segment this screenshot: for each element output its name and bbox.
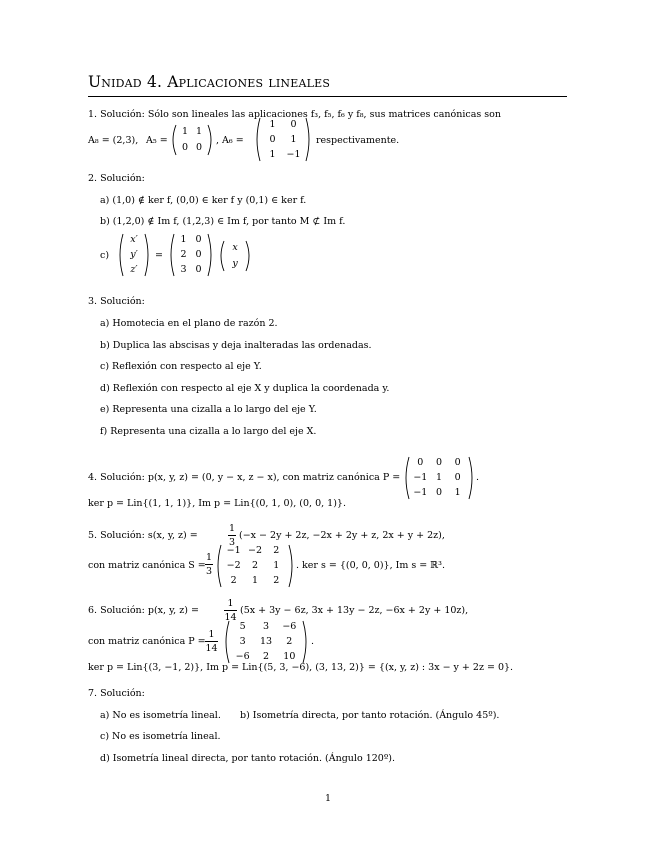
ex2-c-right-vector (218, 240, 252, 272)
left-paren (221, 241, 224, 271)
matrix-cell: 2 (273, 545, 280, 557)
matrix-cell: 0 (195, 249, 202, 260)
ex5-line2: con matriz canónica S = (88, 560, 206, 571)
matrix-cell: 0 (195, 234, 202, 246)
fraction-numerator: 1 (227, 598, 234, 609)
ex2-c-matrix (168, 233, 214, 277)
ex2-c-equals: = (155, 250, 163, 261)
page-title: Unidad 4. Aplicaciones lineales (88, 73, 331, 91)
matrix-cell: 0 (454, 457, 461, 469)
ex7-item-c: c) No es isometría lineal. (100, 731, 221, 742)
matrix-cell: 2 (286, 636, 293, 647)
ex1-a5-label: A₅ = (146, 135, 168, 146)
ex3-item: e) Representa una cizalla a lo largo del eje Y. (100, 404, 317, 415)
ex3-item: f) Representa una cizalla a lo largo del eje X. (100, 426, 317, 437)
ex1-a5-matrix (170, 124, 214, 156)
matrix-cell: y (232, 258, 238, 269)
ex6-tail: . (311, 636, 315, 647)
matrix-cell: 0 (290, 118, 297, 130)
matrix-cell: 5 (239, 621, 246, 633)
ex5-fraction-2 (205, 553, 213, 577)
title-rule (88, 96, 567, 97)
ex2-item-a: a) (1,0) ∉ ker f, (0,0) ∈ ker f y (0,1) ∈ ker f. (100, 195, 307, 206)
matrix-cell: 3 (239, 636, 246, 647)
matrix-cell: 2 (262, 650, 270, 662)
matrix-cell: x′ (130, 234, 138, 246)
ex6-post: (5x + 3y − 6z, 3x + 13y − 2z, −6x + 2y + 10z), (240, 605, 469, 616)
ex5-post: (−x − 2y + 2z, −2x + 2y + z, 2x + y + 2z), (239, 530, 445, 541)
ex4-line1: 4. Solución: p(x, y, z) = (0, y − x, z − x), con matriz canónica P = (88, 472, 401, 483)
matrix-cell: 0 (435, 486, 443, 498)
matrix-cell: 1 (273, 560, 280, 571)
right-paren (246, 241, 249, 271)
ex2-c-left-vector (117, 233, 151, 277)
matrix-cell: 0 (181, 142, 189, 153)
ex3-item: a) Homotecia en el plano de razón 2. (100, 318, 278, 329)
ex2-heading: 2. Solución: (88, 173, 145, 184)
ex1-tail: respectivamente. (316, 135, 400, 146)
left-paren (120, 234, 123, 276)
ex3-item: d) Reflexión con respecto al eje X y duplica la coordenada y. (100, 383, 390, 394)
matrix-cell: −1 (286, 148, 301, 160)
right-paren (145, 234, 148, 276)
matrix-cell: 1 (180, 234, 187, 246)
matrix-cell: z′ (130, 263, 138, 275)
matrix-cell: 1 (269, 148, 276, 160)
ex6-pre: 6. Solución: p(x, y, z) = (88, 605, 199, 616)
ex4-dot: . (476, 472, 480, 483)
ex4-matrix (403, 456, 475, 500)
ex6-line2: con matriz canónica P = (88, 636, 206, 647)
ex7-item-b: b) Isometría directa, por tanto rotación. (Ángulo 45º). (240, 710, 500, 721)
ex1-line1: 1. Solución: Sólo son lineales las aplicaciones f₃, f₅, f₆ y f₈, sus matrices canónicas son (88, 109, 501, 120)
ex4-line2: ker p = Lin{(1, 1, 1)}, Im p = Lin{(0, 1, 0), (0, 0, 1)}. (88, 498, 346, 509)
fraction-denominator: 14 (224, 612, 237, 623)
matrix-cell: 3 (262, 621, 270, 633)
ex3-item: c) Reflexión con respecto al eje Y. (100, 361, 262, 372)
ex7-heading: 7. Solución: (88, 688, 145, 699)
fraction-numerator: 1 (228, 523, 236, 534)
fraction-bar (205, 641, 218, 642)
matrix-cell: −1 (413, 472, 428, 483)
left-paren (218, 545, 221, 587)
matrix-cell: 0 (195, 142, 203, 153)
ex5-matrix (215, 544, 295, 588)
fraction-denominator: 14 (205, 643, 218, 654)
left-paren (226, 621, 229, 663)
matrix-cell: 2 (273, 574, 280, 586)
matrix-cell: 2 (230, 574, 237, 586)
matrix-cell: −6 (235, 650, 250, 662)
fraction-denominator: 3 (228, 537, 236, 548)
matrix-cell: 2 (180, 249, 187, 260)
matrix-cell: −2 (226, 560, 241, 571)
matrix-cell: 1 (290, 133, 297, 145)
fraction-bar (205, 564, 213, 565)
fraction-bar (224, 610, 237, 611)
ex3-item: b) Duplica las abscisas y deja inalteradas las ordenadas. (100, 340, 372, 351)
fraction-bar (228, 535, 236, 536)
matrix-cell: 13 (259, 636, 273, 647)
right-paren (469, 457, 472, 499)
left-paren (257, 118, 260, 161)
matrix-cell: −1 (226, 545, 241, 557)
matrix-cell: 1 (195, 126, 203, 137)
ex1-a6-matrix (254, 117, 312, 162)
matrix-cell: −6 (282, 621, 297, 633)
ex5-pre: 5. Solución: s(x, y, z) = (88, 530, 198, 541)
right-paren (306, 118, 309, 161)
matrix-cell: 2 (251, 560, 259, 571)
matrix-cell: 1 (454, 486, 461, 498)
ex6-line3: ker p = Lin{(3, −1, 2)}, Im p = Lin{(5, 3, −6), (3, 13, 2)} = {(x, y, z) : 3x − y + 2z = 0}. (88, 662, 514, 673)
matrix-cell: 10 (283, 650, 296, 662)
matrix-cell: x (232, 242, 238, 253)
left-paren (406, 457, 409, 499)
ex3-heading: 3. Solución: (88, 296, 145, 307)
ex7-item-a: a) No es isometría lineal. (100, 710, 221, 721)
matrix-cell: 0 (435, 457, 443, 469)
matrix-cell: 0 (269, 133, 276, 145)
matrix-cell: y′ (130, 249, 138, 260)
ex7-item-d: d) Isometría lineal directa, por tanto rotación. (Ángulo 120º). (100, 753, 396, 764)
ex2-item-c-label: c) (100, 250, 110, 261)
fraction-numerator: 1 (205, 552, 213, 563)
matrix-cell: 1 (181, 126, 189, 137)
ex1-a6-label: , A₆ = (216, 135, 244, 146)
fraction-denominator: 3 (205, 566, 213, 577)
matrix-cell: 1 (251, 574, 259, 586)
page-number: 1 (325, 793, 332, 804)
matrix-cell: 0 (454, 472, 461, 483)
matrix-cell: −1 (413, 486, 428, 498)
matrix-cell: 3 (180, 263, 187, 275)
ex1-a8: A₈ = (2,3), (88, 135, 139, 146)
matrix-cell: 0 (195, 263, 202, 275)
matrix-cell: 0 (417, 457, 424, 469)
matrix-cell: −2 (247, 545, 262, 557)
fraction-numerator: 1 (208, 629, 215, 640)
right-paren (289, 545, 292, 587)
ex6-matrix (223, 620, 309, 664)
right-paren (303, 621, 306, 663)
ex2-item-b: b) (1,2,0) ∉ Im f, (1,2,3) ∈ Im f, por tanto M ⊄ Im f. (100, 216, 346, 227)
ex6-fraction-2 (205, 630, 218, 654)
matrix-cell: 1 (435, 472, 443, 483)
ex5-tail: . ker s = {(0, 0, 0)}, Im s = ℝ³. (296, 560, 445, 571)
matrix-cell: 1 (269, 118, 276, 130)
